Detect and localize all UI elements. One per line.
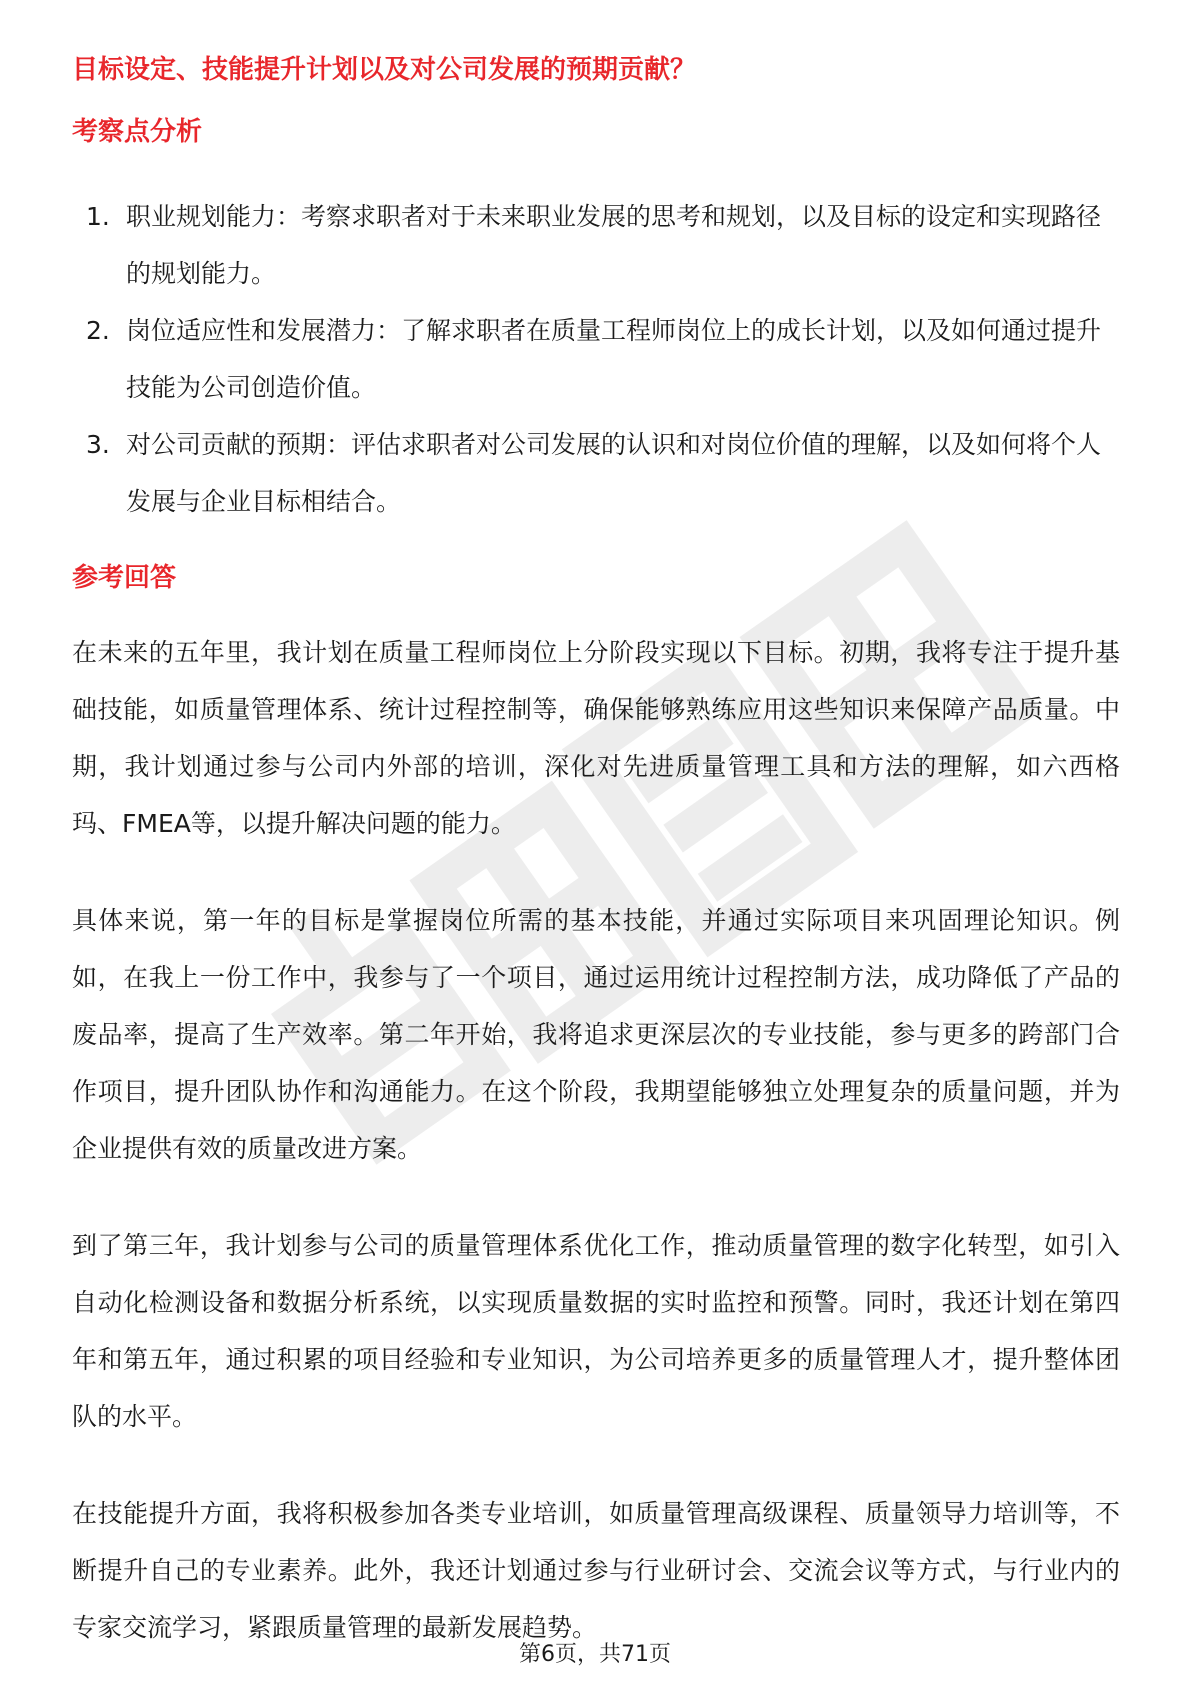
list-item	[72, 416, 1120, 530]
analysis-heading: 考察点分析	[72, 117, 203, 147]
list-item	[72, 188, 1120, 302]
list-number: 3.	[86, 430, 110, 459]
answer-paragraph: 在技能提升方面，我将积极参加各类专业培训，如质量管理高级课程、质量领导力培训等，不断提升自己的专业素养。此外，我还计划通过参与行业研讨会、交流会议等方式，与行业内的专家交流学习，紧跟质量管理的最新发展趋势。	[72, 1499, 1120, 1642]
answer-paragraph: 到了第三年，我计划参与公司的质量管理体系优化工作，推动质量管理的数字化转型，如引入自动化检测设备和数据分析系统，以实现质量数据的实时监控和预警。同时，我还计划在第四年和第五年，通过积累的项目经验和专业知识，为公司培养更多的质量管理人才，提升整体团队的水平。	[72, 1231, 1120, 1431]
list-item	[72, 302, 1120, 416]
list-text: 对公司贡献的预期：评估求职者对公司发展的认识和对岗位价值的理解，以及如何将个人发展与企业目标相结合。	[126, 430, 1102, 516]
list-number: 2.	[86, 316, 110, 345]
analysis-list	[72, 188, 1120, 530]
answer-paragraph: 具体来说，第一年的目标是掌握岗位所需的基本技能，并通过实际项目来巩固理论知识。例如，在我上一份工作中，我参与了一个项目，通过运用统计过程控制方法，成功降低了产品的废品率，提高了生产效率。第二年开始，我将追求更深层次的专业技能，参与更多的跨部门合作项目，提升团队协作和沟通能力。在这个阶段，我期望能够独立处理复杂的质量问题，并为企业提供有效的质量改进方案。	[72, 906, 1120, 1163]
page-number: 第6页，共71页	[519, 1642, 671, 1667]
question-heading: 目标设定、技能提升计划以及对公司发展的预期贡献？	[72, 55, 697, 85]
answer-paragraph: 在未来的五年里，我计划在质量工程师岗位上分阶段实现以下目标。初期，我将专注于提升基础技能，如质量管理体系、统计过程控制等，确保能够熟练应用这些知识来保障产品质量。中期，我计划通过参与公司内外部的培训，深化对先进质量管理工具和方法的理解，如六西格玛、FMEA等，以提升解决问题的能力。	[72, 638, 1120, 838]
page-content	[72, 44, 1120, 1656]
list-number: 1.	[86, 202, 110, 231]
list-text: 职业规划能力：考察求职者对于未来职业发展的思考和规划，以及目标的设定和实现路径的规划能力。	[126, 202, 1102, 288]
list-text: 岗位适应性和发展潜力：了解求职者在质量工程师岗位上的成长计划，以及如何通过提升技能为公司创造价值。	[126, 316, 1102, 402]
answer-heading: 参考回答	[72, 563, 177, 593]
